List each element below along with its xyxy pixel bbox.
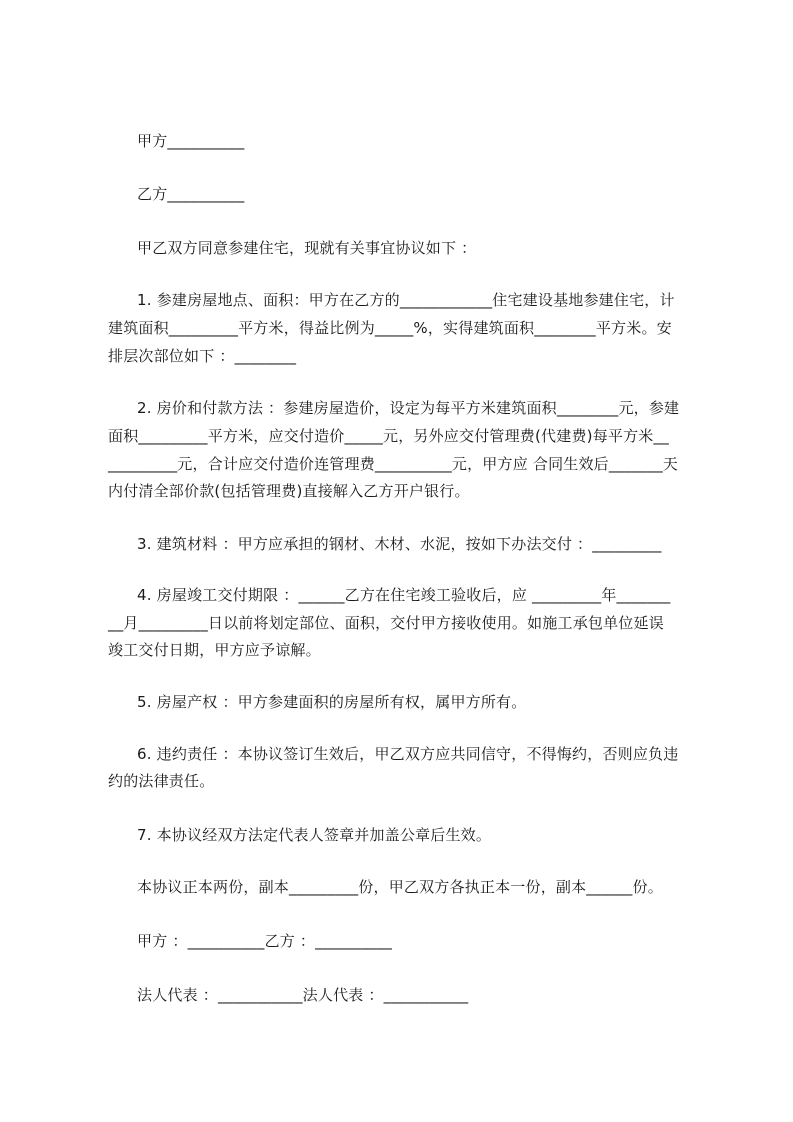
clause3-line: 3. 建筑材料 ：甲方应承担的钢材、木材、水泥，按如下办法交付 ：_________: [137, 535, 662, 553]
clause6-line2: 约的法律责任。: [108, 772, 215, 790]
signature-parties-line: 甲方 ：__________乙方 ：__________: [137, 932, 393, 950]
clause7-line: 7. 本协议经双方法定代表人签章并加盖公章后生效。: [137, 826, 492, 844]
clause2-line3: _________元，合计应交付造价连管理费__________元，甲方应 合同生效后_______天: [108, 455, 678, 473]
signature-representatives-line: 法人代表 ：___________法人代表 ：___________: [137, 986, 469, 1004]
clause1-line2: 建筑面积_________平方米，得益比例为_____%，实得建筑面积________平方米。安: [108, 319, 672, 337]
clause2-line1: 2. 房价和付款方法 ：参建房屋造价，设定为每平方米建筑面积________元，参建: [137, 399, 680, 417]
clause4-line3: 竣工交付日期，甲方应予谅解。: [108, 641, 321, 659]
clause6-line1: 6. 违约责任 ：本协议签订生效后，甲乙双方应共同信守，不得悔约，否则应负违: [137, 745, 679, 763]
clause1-line3: 排层次部位如下 ：________: [108, 347, 297, 365]
clause2-line4: 内付清全部价款(包括管理费)直接解入乙方开户银行。: [108, 482, 470, 500]
clause5-line: 5. 房屋产权 ：甲方参建面积的房屋所有权，属甲方所有。: [137, 693, 527, 711]
clause1-line1: 1. 参建房屋地点、面积：甲方在乙方的____________住宅建设基地参建住宅，计: [137, 291, 675, 309]
clause2-line2: 面积_________平方米，应交付造价_____元，另外应交付管理费(代建费)每平方米__: [108, 427, 669, 445]
party-b-line: 乙方__________: [137, 185, 245, 203]
party-a-line: 甲方__________: [137, 132, 245, 150]
intro-line: 甲乙双方同意参建住宅，现就有关事宜协议如下 ：: [137, 239, 477, 257]
clause4-line1: 4. 房屋竣工交付期限 ：______乙方在住宅竣工验收后，应 _________年_______: [137, 586, 671, 604]
copies-line: 本协议正本两份，副本_________份，甲乙双方各执正本一份，副本______份。: [137, 878, 663, 896]
clause4-line2: __月_________日以前将划定部位、面积，交付甲方接收使用。如施工承包单位延误: [108, 614, 664, 632]
